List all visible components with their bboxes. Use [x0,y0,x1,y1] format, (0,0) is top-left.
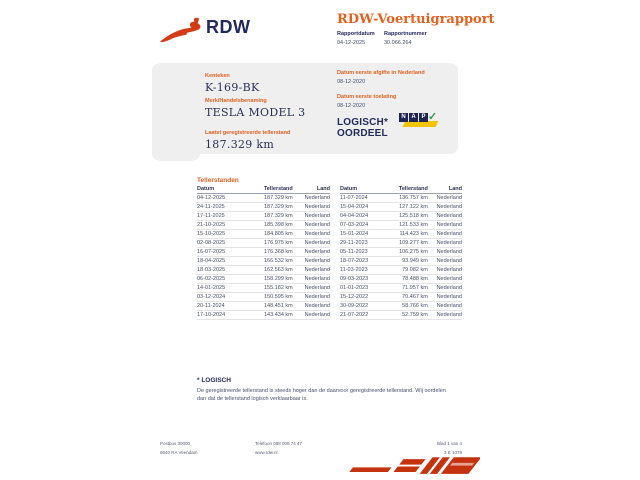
eerste-afgifte-label: Datum eerste afgifte in Nederland [337,70,425,76]
table-row [340,257,462,266]
table-row [197,230,330,239]
table-row [340,194,462,203]
table-row [197,239,330,248]
table-header-row [197,185,330,194]
table-row [340,293,462,302]
cell-date: 30-09-2022 [340,303,369,309]
cell-date: 01-01-2023 [340,285,369,291]
report-date-label: Rapportdatum [337,31,375,37]
footer-phone: Telefoon 088 008 74 47 [255,441,303,446]
cell-date: 11-03-2023 [340,267,368,273]
cell-tellerstand: 158.299 km [264,276,293,282]
table-row [340,212,462,221]
col-header-land: Land [448,186,462,192]
cell-tellerstand: 114.423 km [399,231,428,237]
cell-land: Nederland [304,258,330,264]
cell-date: 15-04-2024 [340,204,369,210]
cell-tellerstand: 150.595 km [264,294,293,300]
table-row [340,266,462,275]
cell-tellerstand: 70.467 km [402,294,428,300]
cell-tellerstand: 125.518 km [399,213,428,219]
table-row [197,257,330,266]
report-number-value: 30.066.264 [384,40,412,46]
cell-date: 15-12-2022 [340,294,369,300]
table-row [340,311,462,320]
nap-letter-p: P [419,113,428,122]
cell-tellerstand: 52.759 km [402,312,428,318]
cell-tellerstand: 78.488 km [402,276,428,282]
cell-tellerstand: 79.082 km [402,267,428,273]
table-row [197,248,330,257]
table-row [197,266,330,275]
cell-land: Nederland [304,240,330,246]
cell-land: Nederland [436,312,462,318]
cell-date: 04-12-2025 [197,195,226,201]
cell-land: Nederland [304,213,330,219]
kenteken-value: K-169-BK [205,81,260,94]
cell-land: Nederland [436,249,462,255]
cell-tellerstand: 187.329 km [264,195,293,201]
nap-letter-a: A [409,113,418,122]
table-row [197,203,330,212]
table-row [340,203,462,212]
report-number-label: Rapportnummer [384,31,427,37]
table-row [340,248,462,257]
cell-date: 04-04-2024 [340,213,369,219]
cell-tellerstand: 71.957 km [402,285,428,291]
nap-checkmark-icon: ✓ [428,111,438,123]
oordeel-line1: LOGISCH* [337,117,389,128]
vehicle-summary-box-tab [152,148,200,161]
cell-date: 14-01-2025 [197,285,226,291]
cell-land: Nederland [436,303,462,309]
cell-date: 06-02-2025 [197,276,226,282]
footer-website: www.rdw.nl [255,450,278,455]
cell-land: Nederland [436,231,462,237]
cell-date: 21-07-2022 [340,312,369,318]
table-row [197,311,330,320]
col-header-datum: Datum [340,186,358,192]
laatste-tellerstand-label: Laatst geregistreerde tellerstand [205,130,291,136]
cell-land: Nederland [304,195,330,201]
cell-tellerstand: 187.329 km [264,213,293,219]
cell-land: Nederland [304,267,330,273]
cell-land: Nederland [304,204,330,210]
footer-form-code: 3 E 1078 [443,450,462,455]
footer-address-line2: 9640 RA Veendam [160,450,198,455]
cell-date: 18-04-2025 [197,258,226,264]
cell-tellerstand: 136.757 km [399,195,428,201]
table-row [340,275,462,284]
cell-tellerstand: 185.398 km [264,222,293,228]
cell-tellerstand: 121.533 km [399,222,428,228]
cell-tellerstand: 176.368 km [264,249,293,255]
rdw-bird-logo-icon [157,15,203,47]
cell-date: 29-11-2023 [340,240,368,246]
cell-land: Nederland [436,195,462,201]
cell-land: Nederland [304,285,330,291]
cell-land: Nederland [304,303,330,309]
cell-date: 18-03-2025 [197,267,226,273]
cell-land: Nederland [304,312,330,318]
table-row [197,284,330,293]
tellerstanden-table-right [340,185,462,320]
eerste-afgifte-value: 08-12-2020 [337,79,366,85]
cell-date: 18-07-2023 [340,258,369,264]
cell-tellerstand: 109.277 km [399,240,428,246]
table-row [197,221,330,230]
col-header-datum: Datum [197,186,215,192]
table-header-row [340,185,462,194]
footer-address [160,439,198,457]
logisch-footnote [197,377,455,403]
footnote-title: * LOGISCH [197,377,231,384]
cell-tellerstand: 148.451 km [264,303,293,309]
cell-land: Nederland [436,267,462,273]
col-header-tellerstand: Tellerstand [263,186,293,192]
page-title: RDW-Voertuigrapport [337,12,495,27]
table-row [340,284,462,293]
tellerstanden-table-left [197,185,330,320]
cell-tellerstand: 184.805 km [264,231,293,237]
footer-page-number: Blad 1 van 4 [436,441,462,446]
col-header-tellerstand: Tellerstand [398,186,428,192]
table-row [340,239,462,248]
speed-stripes-graphic [342,455,480,478]
col-header-land: Land [316,186,330,192]
merk-value: TESLA MODEL 3 [205,106,306,119]
cell-date: 02-08-2025 [197,240,226,246]
table-row [340,221,462,230]
cell-date: 11-07-2024 [340,195,368,201]
cell-tellerstand: 162.563 km [264,267,293,273]
cell-land: Nederland [304,249,330,255]
cell-land: Nederland [436,258,462,264]
cell-tellerstand: 127.122 km [399,204,428,210]
oordeel-text [337,117,388,139]
report-date-value: 04-12-2025 [337,40,366,46]
cell-date: 05-11-2023 [340,249,368,255]
cell-date: 15-10-2025 [197,231,226,237]
kenteken-label: Kenteken [205,73,230,79]
merk-label: Merk/Handelsbenaming [205,98,267,104]
footer-contact [255,439,302,457]
cell-land: Nederland [436,294,462,300]
cell-land: Nederland [436,276,462,282]
cell-date: 20-11-2024 [197,303,225,309]
cell-date: 03-12-2024 [197,294,226,300]
cell-date: 17-10-2024 [197,312,226,318]
laatste-tellerstand-value: 187.329 km [205,138,275,151]
eerste-toelating-value: 08-12-2020 [337,103,366,109]
oordeel-line2: OORDEEL [337,128,388,139]
table-row [197,293,330,302]
rdw-logo-text: RDW [206,17,251,37]
cell-tellerstand: 58.766 km [402,303,428,309]
table-row [340,302,462,311]
nap-letter-n: N [399,113,408,122]
cell-land: Nederland [304,231,330,237]
cell-date: 24-11-2025 [197,204,225,210]
table-row [197,194,330,203]
cell-tellerstand: 187.329 km [264,204,293,210]
footnote-text: De geregistreerde tellerstand is steeds hoger dan de daarvoor geregistreerde tellerstand. Wij oordelen dan dat de tellerstand logisch verklaarbaar is. [197,388,446,402]
cell-date: 07-03-2024 [340,222,369,228]
tellerstanden-title: Tellerstanden [197,177,239,184]
cell-date: 17-11-2025 [197,213,225,219]
cell-tellerstand: 143.434 km [264,312,293,318]
cell-date: 21-10-2025 [197,222,226,228]
table-row [197,212,330,221]
cell-tellerstand: 176.975 km [264,240,293,246]
table-row [340,230,462,239]
cell-date: 16-07-2025 [197,249,226,255]
cell-land: Nederland [436,240,462,246]
cell-land: Nederland [436,213,462,219]
cell-tellerstand: 93.949 km [402,258,428,264]
table-row [197,302,330,311]
nap-logo-icon [399,113,439,130]
cell-date: 09-03-2023 [340,276,369,282]
cell-tellerstand: 155.182 km [264,285,293,291]
cell-land: Nederland [304,294,330,300]
cell-tellerstand: 166.532 km [264,258,293,264]
eerste-toelating-label: Datum eerste toelating [337,94,397,100]
cell-land: Nederland [436,222,462,228]
cell-land: Nederland [436,204,462,210]
footer-address-line1: Postbus 30000 [160,441,191,446]
cell-tellerstand: 106.275 km [399,249,428,255]
cell-date: 15-01-2024 [340,231,369,237]
cell-land: Nederland [436,285,462,291]
table-row [197,275,330,284]
cell-land: Nederland [304,222,330,228]
cell-land: Nederland [304,276,330,282]
